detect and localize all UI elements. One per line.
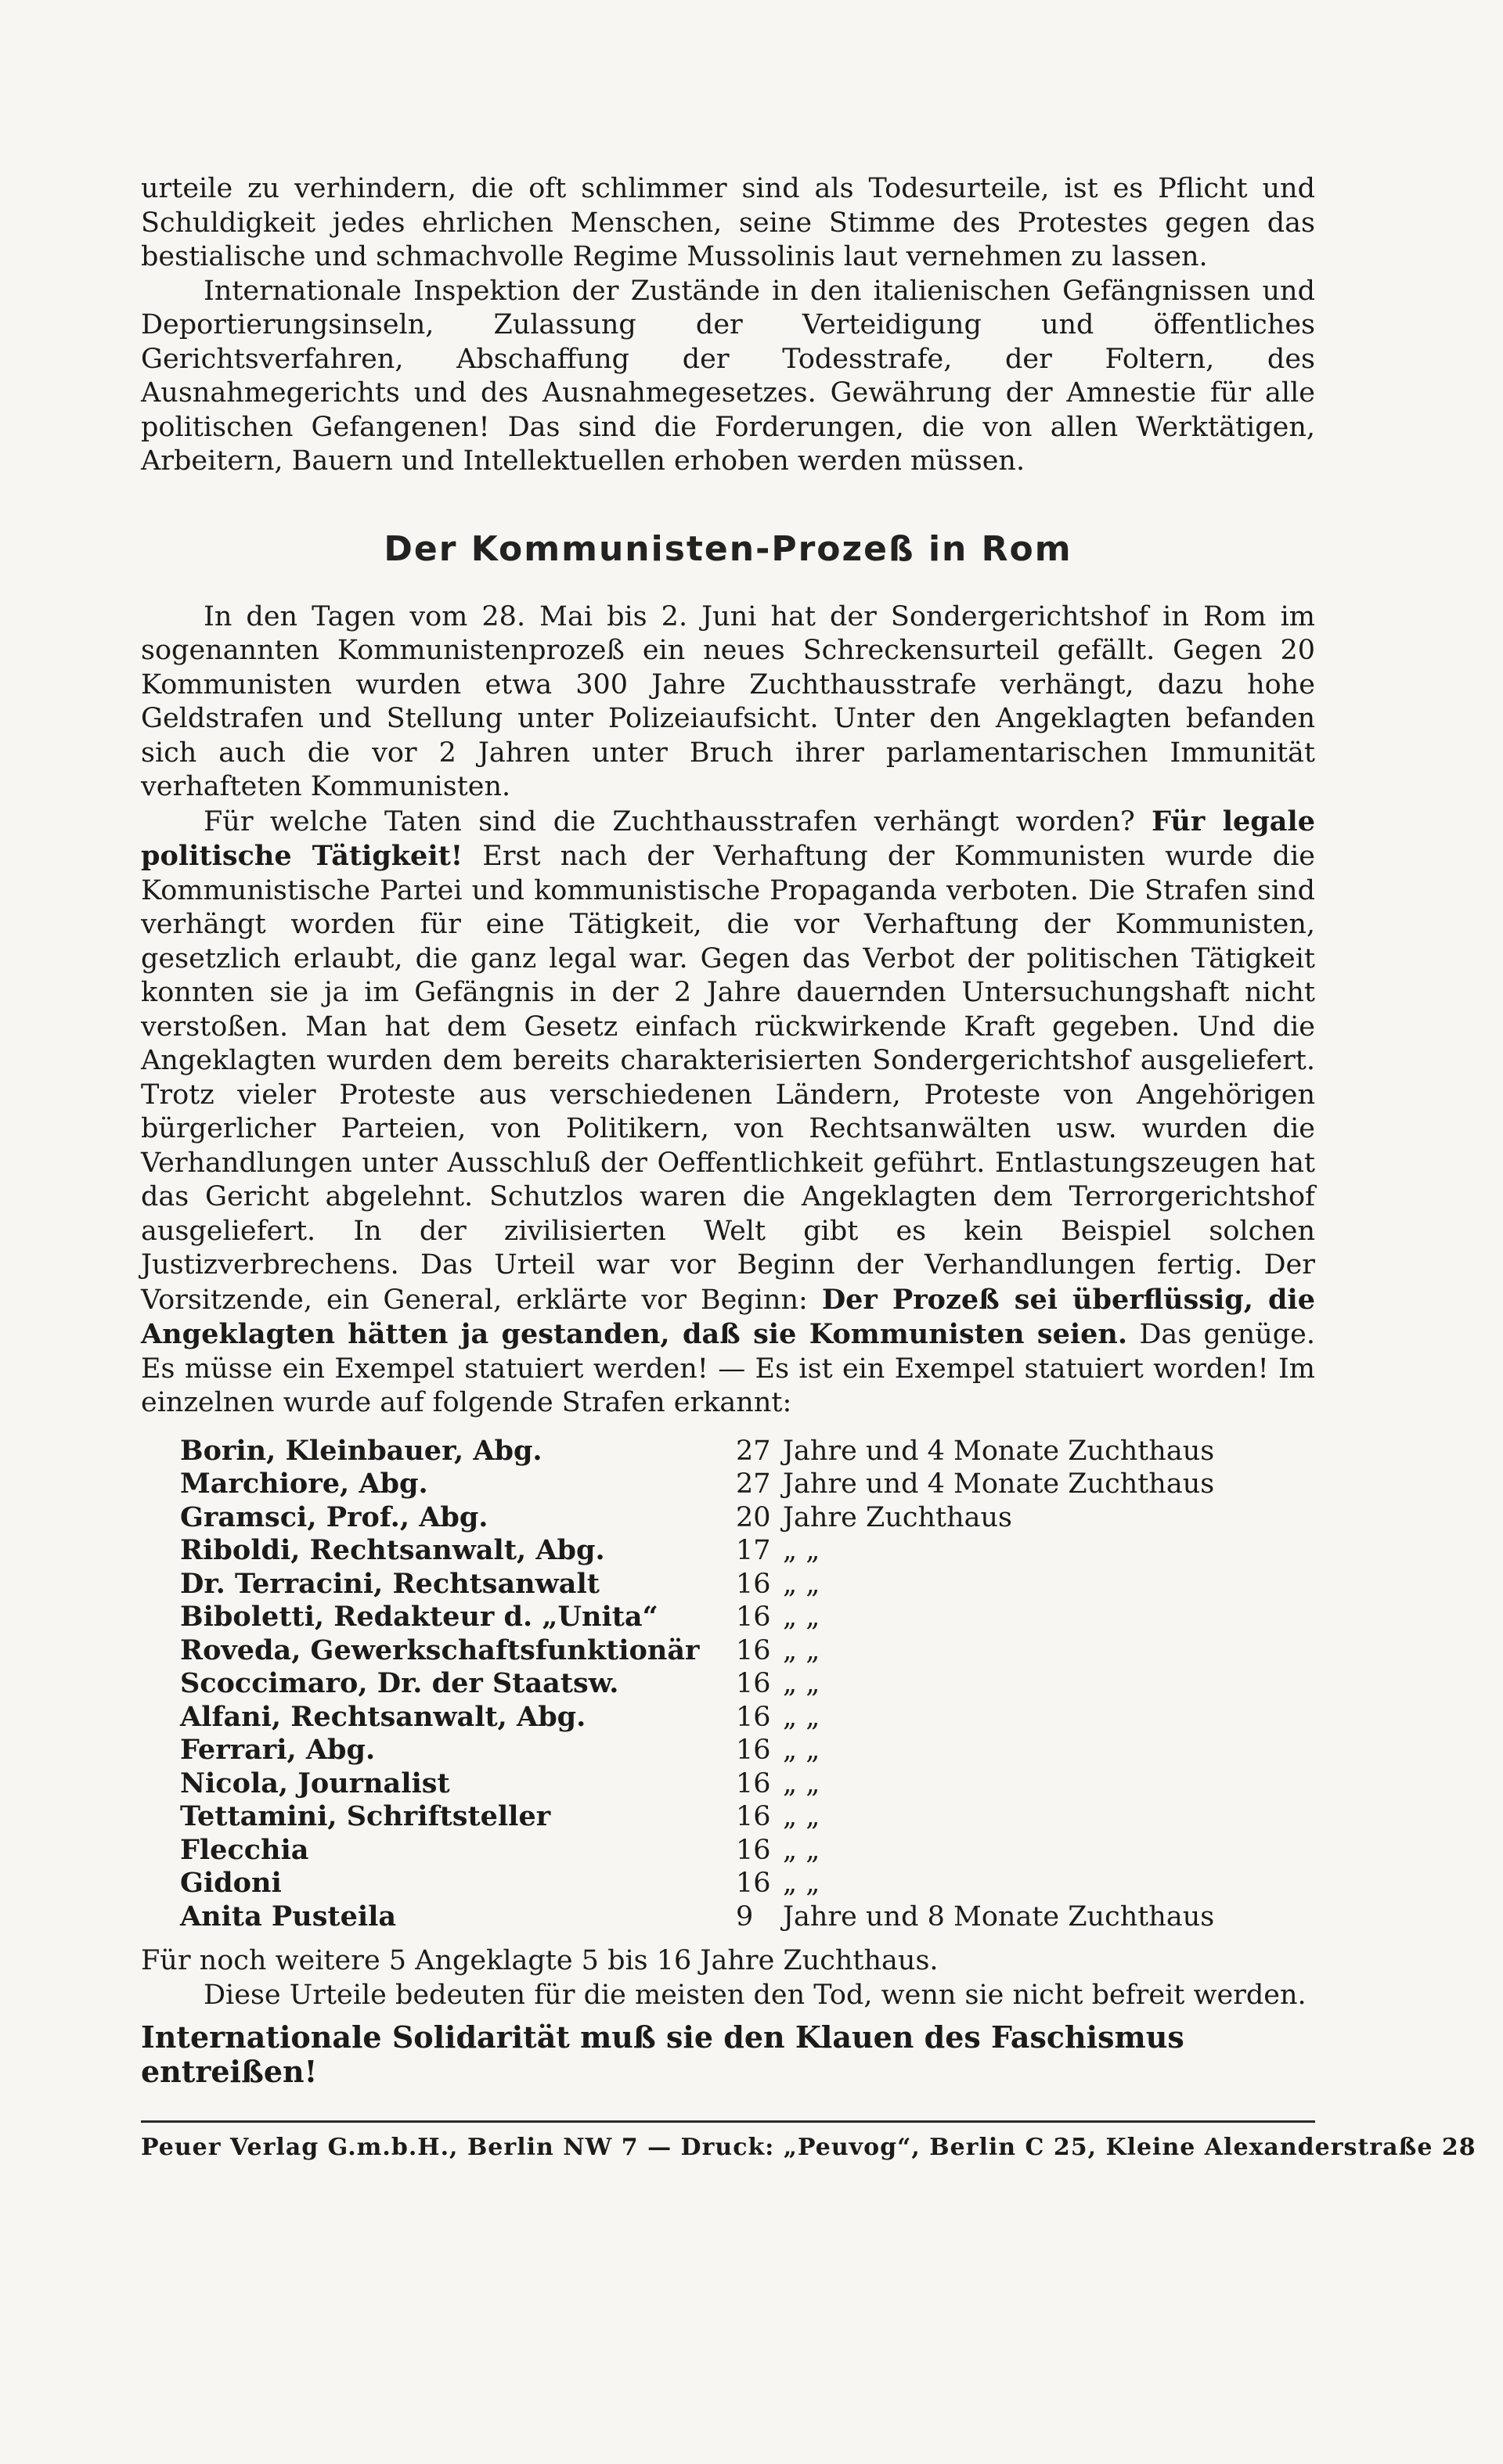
defendant-name: Dr. Terracini, Rechtsanwalt — [180, 1567, 600, 1600]
sentence-description: „ „ — [783, 1834, 820, 1866]
paragraph-text: Das genüge. Es müsse ein Exempel statuiert werden! — Es ist ein Exempel statuiert worden! Im einzelnen wurde auf folgende Strafen erkannt: — [141, 1319, 1315, 1418]
section-heading: Der Kommunisten-Prozeß in Rom — [384, 528, 1072, 569]
sentence-description: Jahre und 4 Monate Zuchthaus — [783, 1435, 1215, 1467]
sentence-description: „ „ — [783, 1568, 820, 1600]
body-paragraph-1: In den Tagen vom 28. Mai bis 2. Juni hat der Sondergerichtshof in Rom im sogenannten Kommunistenprozeß ein neues Schreckensurteil gefällt. Gegen 20 Kommunisten wurden etwa 300 Jahre Zuchthausstrafe verhängt, dazu hohe Geldstrafen und Stellung unter Polizeiaufsicht. Unter den Angeklagten befanden sich auch die vor 2 Jahren unter Bruch ihrer parlamentarischen Immunität verhafteten Kommunisten. — [141, 600, 1315, 802]
paragraph-text: Erst nach der Verhaftung der Kommunisten wurde die Kommunistische Partei und kommunistische Propaganda verboten. Die Strafen sind verhängt worden für eine Tätigkeit, die vor Verhaftung der Kommunisten, gesetzlich erlaubt, die ganz legal war. Gegen das Verbot der politischen Tätigkeit konnten sie ja im Gefängnis in der 2 Jahre dauernden Untersuchungshaft nicht verstoßen. Man hat dem Gesetz einfach rückwirkende Kraft gegeben. Und die Angeklagten wurden dem bereits charakterisierten Sondergerichtshof ausgeliefert. Trotz vieler Proteste aus verschiedenen Ländern, Proteste von Angehörigen bürgerlicher Parteien, von Politikern, von Rechtsanwälten usw. wurden die Verhandlungen unter Ausschluß der Oeffentlichkeit geführt. Entlastungszeugen hat das Gericht abgelehnt. Schutzlos waren die Angeklagten dem Terrorgerichtshof ausgeliefert. In der zivilisierten Welt gibt es kein Beispiel solchen Justizverbrechens. Das Urteil war vor Beginn der Verhandlungen fertig. Der Vorsitzende, ein General, erklärte vor Beginn: — [141, 841, 1315, 1316]
defendant-name: Roveda, Gewerkschaftsfunktionär — [180, 1634, 700, 1666]
verdict-row — [180, 1667, 1331, 1701]
defendant-name: Anita Pusteila — [180, 1900, 397, 1933]
verdict-row — [180, 1468, 1331, 1501]
defendant-name: Nicola, Journalist — [180, 1767, 450, 1799]
sentence-years: 16 — [736, 1701, 771, 1733]
verdict-row — [180, 1435, 1331, 1468]
sentence-years: 16 — [736, 1834, 771, 1866]
verdict-row — [180, 1767, 1331, 1801]
sentence-years: 16 — [736, 1801, 771, 1832]
verdict-row — [180, 1568, 1331, 1601]
defendant-name: Tettamini, Schriftsteller — [180, 1800, 551, 1832]
verdict-row — [180, 1534, 1331, 1568]
verdict-row — [180, 1601, 1331, 1634]
sentence-years: 27 — [736, 1435, 771, 1467]
after-table-note: Für noch weitere 5 Angeklagte 5 bis 16 Jahre Zuchthaus. — [141, 1945, 939, 1976]
verdict-row — [180, 1900, 1331, 1934]
verdict-row — [180, 1734, 1331, 1767]
sentence-description: „ „ — [783, 1735, 820, 1766]
sentence-description: „ „ — [783, 1701, 820, 1733]
printer-imprint: Peuer Verlag G.m.b.H., Berlin NW 7 — Druck: „Peuvog“, Berlin C 25, Kleine Alexanderstraße 28 — [141, 2134, 1476, 2161]
sentence-years: 16 — [736, 1601, 771, 1633]
sentence-years: 20 — [736, 1501, 771, 1533]
sentence-years: 16 — [736, 1568, 771, 1600]
sentence-years: 16 — [736, 1634, 771, 1666]
sentence-description: Jahre und 4 Monate Zuchthaus — [783, 1468, 1215, 1500]
verdict-row — [180, 1701, 1331, 1735]
sentence-description: „ „ — [783, 1801, 820, 1832]
defendant-name: Gramsci, Prof., Abg. — [180, 1500, 488, 1533]
sentence-years: 17 — [736, 1535, 771, 1566]
sentence-description: „ „ — [783, 1535, 820, 1566]
defendant-name: Gidoni — [180, 1867, 282, 1899]
verdict-row — [180, 1634, 1331, 1668]
paragraph-text: Für welche Taten sind die Zuchthausstrafen verhängt worden? — [204, 805, 1152, 838]
defendant-name: Marchiore, Abg. — [180, 1468, 428, 1500]
intro-paragraph-2: Internationale Inspektion der Zustände in den italienischen Gefängnissen und Deportierungsinseln, Zulassung der Verteidigung und öffentliches Gerichtsverfahren, Abschaffung der Todesstrafe, der Foltern, des Ausnahmegerichts und des Ausnahmegesetzes. Gewährung der Amnestie für alle politischen Gefangenen! Das sind die Forderungen, die von allen Werktätigen, Arbeitern, Bauern und Intellektuellen erhoben werden müssen. — [141, 275, 1315, 477]
defendant-name: Borin, Kleinbauer, Abg. — [180, 1434, 542, 1467]
defendant-name: Ferrari, Abg. — [180, 1734, 376, 1766]
defendant-name: Riboldi, Rechtsanwalt, Abg. — [180, 1534, 605, 1566]
verdict-row — [180, 1834, 1331, 1868]
emphasis-legal-activity: Für legale politische Tätigkeit! — [141, 805, 1315, 872]
defendant-name: Flecchia — [180, 1833, 309, 1866]
sentence-years: 16 — [736, 1767, 771, 1799]
sentence-description: Jahre und 8 Monate Zuchthaus — [783, 1900, 1215, 1933]
sentence-description: „ „ — [783, 1868, 820, 1899]
defendant-name: Biboletti, Redakteur d. „Unita“ — [180, 1601, 658, 1633]
verdicts-table — [180, 1435, 1331, 1934]
verdict-row — [180, 1501, 1331, 1535]
sentence-years: 16 — [736, 1735, 771, 1766]
sentence-years: 16 — [736, 1868, 771, 1899]
sentence-description: „ „ — [783, 1767, 820, 1799]
verdict-row — [180, 1800, 1331, 1834]
sentence-years: 9 — [736, 1900, 754, 1933]
verdict-row — [180, 1867, 1331, 1900]
imprint-divider — [141, 2120, 1315, 2123]
defendant-name: Alfani, Rechtsanwalt, Abg. — [180, 1700, 586, 1733]
intro-paragraph-1: urteile zu verhindern, die oft schlimmer sind als Todesurteile, ist es Pflicht und Schuldigkeit jedes ehrlichen Menschen, seine Stimme des Protestes gegen das bestialische und schmachvolle Regime Mussolinis laut vernehmen zu lassen. — [141, 173, 1315, 272]
sentence-years: 27 — [736, 1468, 771, 1500]
sentence-years: 16 — [736, 1668, 771, 1699]
defendant-name: Scoccimaro, Dr. der Staatsw. — [180, 1667, 619, 1699]
sentence-description: „ „ — [783, 1601, 820, 1633]
sentence-description: „ „ — [783, 1668, 820, 1699]
closing-appeal: Internationale Solidarität muß sie den Klauen des Faschismus entreißen! — [141, 2019, 1184, 2089]
emphasis-judge-quote: Der Prozeß sei überflüssig, die Angeklagten hätten ja gestanden, daß sie Kommunisten seien. — [141, 1283, 1315, 1350]
sentence-description: „ „ — [783, 1634, 820, 1666]
body-paragraph-2 — [141, 805, 1315, 1421]
conclusion-paragraph: Diese Urteile bedeuten für die meisten den Tod, wenn sie nicht befreit werden. — [204, 1979, 1307, 2011]
sentence-description: Jahre Zuchthaus — [783, 1501, 1012, 1533]
